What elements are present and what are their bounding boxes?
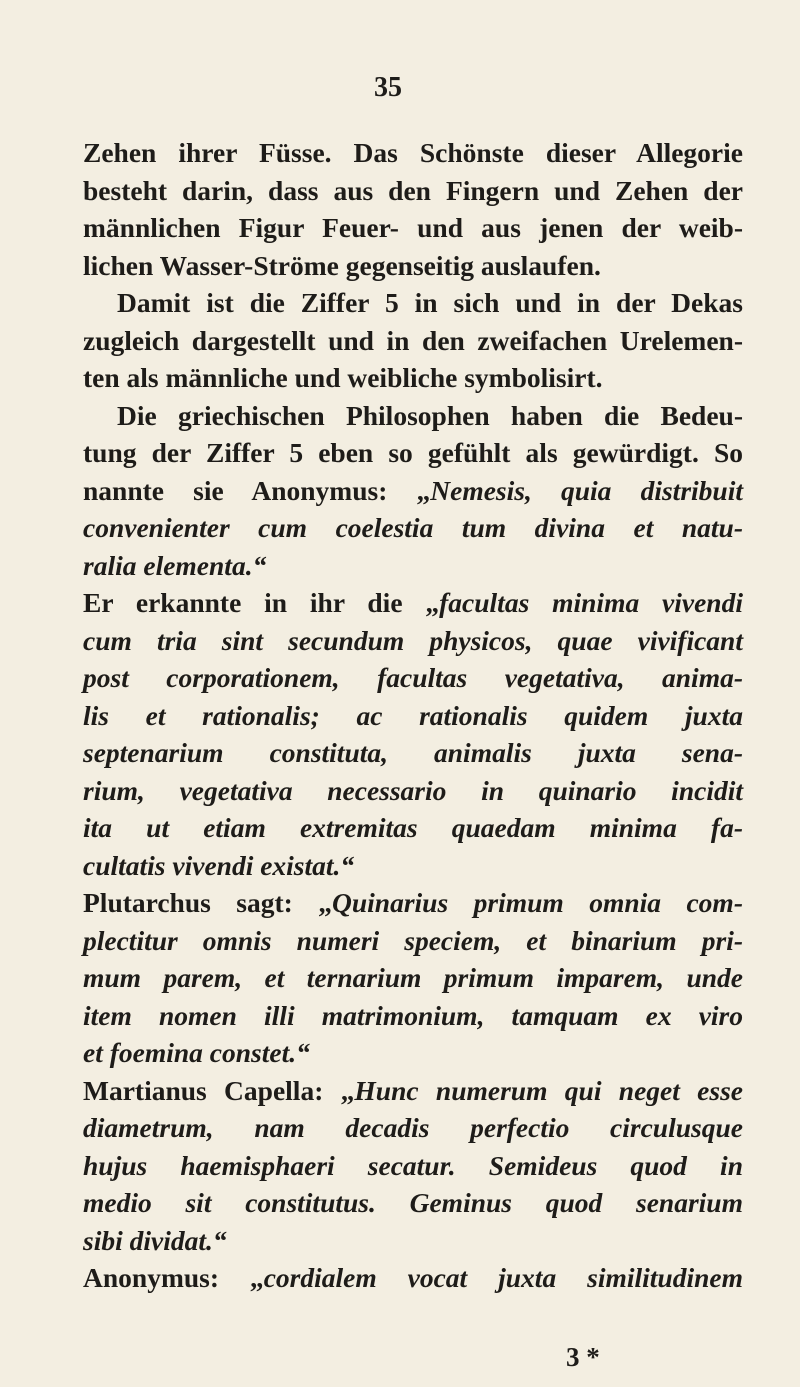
text-line [83,884,743,922]
text-line [83,584,743,622]
text-line: convenienter cum coelestia tum divina et natu- [83,512,743,543]
text-line [83,1259,743,1297]
text-line-roman: Er erkannte in ihr die „ [83,587,440,618]
text-line: lichen Wasser-Ströme gegenseitig auslaufen. [83,249,601,281]
text-line: hujus haemisphaeri secatur. Semideus quod in [83,1149,743,1181]
text-line: ten als männliche und weibliche symbolisirt. [83,362,603,393]
text-line: cultatis vivendi existat.“ [83,849,355,881]
text-line: Die griechischen Philosophen haben die Bedeu- [117,399,743,431]
text-line: ralia elementa.“ [83,549,267,581]
text-line: et foemina constet.“ [83,1037,310,1068]
text-line: medio sit constitutus. Geminus quod senarium [83,1187,743,1218]
text-line: diametrum, nam decadis perfectio circulusque [83,1112,743,1143]
body-text [83,134,743,1297]
text-line: septenarium constituta, animalis juxta sena- [83,737,743,768]
text-line: cum tria sint secundum physicos, quae vivificant [83,624,743,656]
text-line-italic: Nemesis, quia distribuit [430,474,743,506]
text-line-italic: Hunc numerum qui neget esse [354,1074,743,1106]
text-line [83,472,743,510]
text-line: Damit ist die Ziffer 5 in sich und in der Dekas [117,287,743,318]
text-line: ita ut etiam extremitas quaedam minima fa- [83,812,743,843]
text-line: plectitur omnis numeri speciem, et binarium pri- [83,924,743,956]
text-line-roman: nannte sie Anonymus: „ [83,474,431,506]
text-line: lis et rationalis; ac rationalis quidem juxta [83,699,743,731]
text-line: post corporationem, facultas vegetativa, anima- [83,662,743,693]
text-line-roman: Martianus Capella: „ [83,1074,355,1106]
text-line-roman: Plutarchus sagt: „ [83,887,332,918]
text-line-roman: Anonymus: „ [83,1262,264,1293]
text-line-italic: Quinarius primum omnia com- [332,887,743,918]
text-line: besteht darin, dass aus den Fingern und Zehen der [83,174,743,206]
text-line: item nomen illi matrimonium, tamquam ex viro [83,999,743,1031]
text-line: zugleich dargestellt und in den zweifachen Urelemen- [83,324,743,356]
text-line-italic: facultas minima vivendi [439,587,743,618]
text-line-italic: cordialem vocat juxta similitudinem [263,1262,743,1293]
text-line: rium, vegetativa necessario in quinario incidit [83,774,743,806]
text-line: tung der Ziffer 5 eben so gefühlt als gewürdigt. So [83,437,743,468]
text-line: sibi dividat.“ [83,1224,227,1256]
text-line: mum parem, et ternarium primum imparem, unde [83,962,743,993]
page-number: 35 [374,72,402,103]
text-line [83,1072,743,1110]
text-line: Zehen ihrer Füsse. Das Schönste dieser Allegorie [83,137,743,168]
text-line: männlichen Figur Feuer- und aus jenen der weib- [83,212,743,243]
signature-mark: 3 * [566,1342,600,1372]
